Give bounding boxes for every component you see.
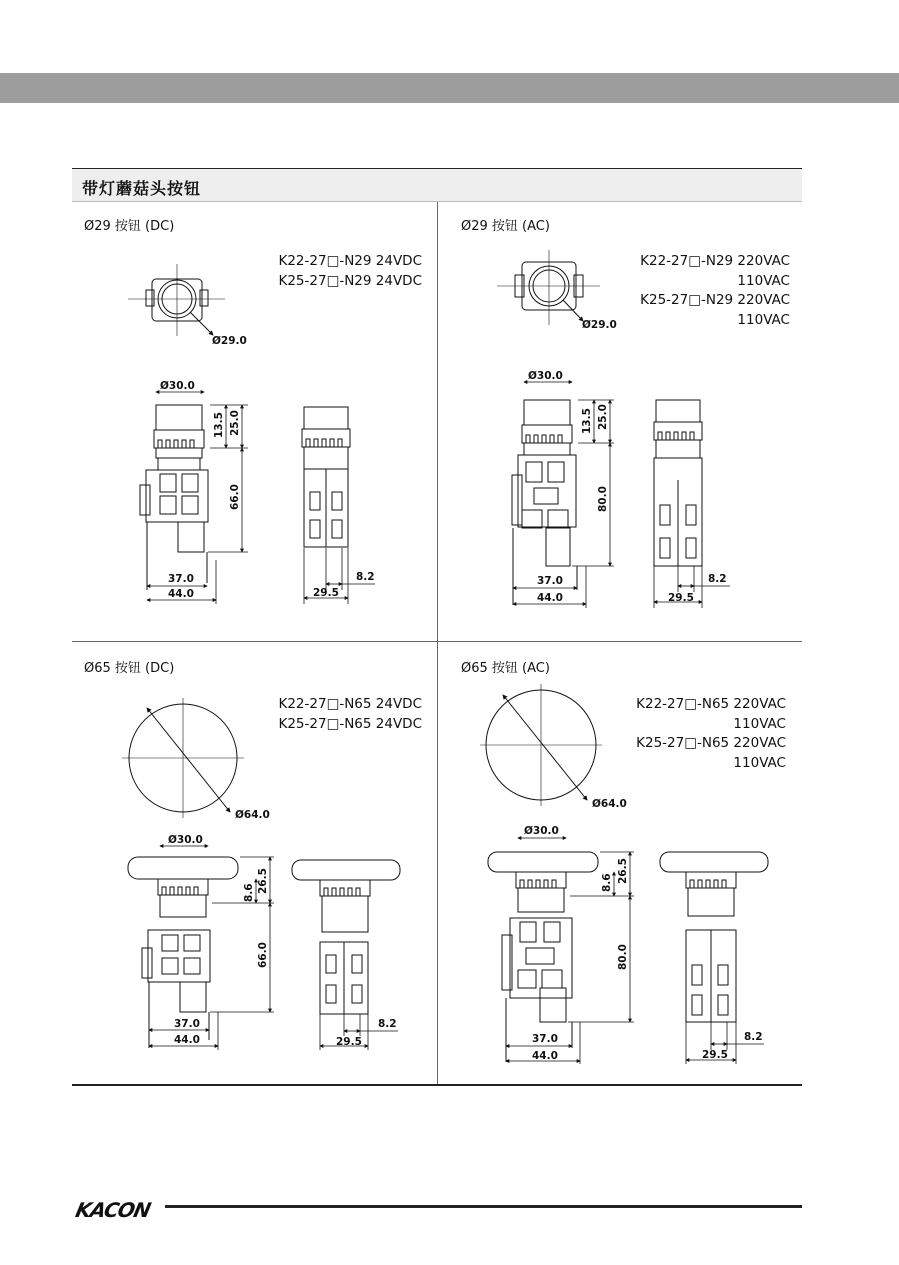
- dim-s1-n29-dc: 29.5: [313, 587, 339, 599]
- dim-w1-n65-dc: 37.0: [174, 1018, 200, 1030]
- drawing-n29-dc-profile: [302, 407, 350, 547]
- model-list-n29-dc: K22-27□-N29 24VDC K25-27□-N29 24VDC: [278, 253, 422, 289]
- drawing-n29-dc-side: [140, 405, 208, 590]
- kacon-logo: KACON: [73, 1198, 153, 1222]
- dim-s1-n65-dc: 29.5: [336, 1036, 362, 1048]
- section-title: 带灯蘑菇头按钮: [82, 179, 202, 198]
- dim-d1-n65-dc: 8.6: [243, 883, 255, 902]
- panel-title-n65-ac: Ø65 按钮 (AC): [461, 661, 550, 676]
- dim-front-n29-ac: Ø29.0: [582, 319, 617, 331]
- dim-d3-n29-dc: 66.0: [229, 484, 241, 510]
- dim-front-n29-dc: Ø29.0: [212, 335, 247, 347]
- dim-w2-n65-dc: 44.0: [174, 1034, 200, 1046]
- panel-title-n29-ac: Ø29 按钮 (AC): [461, 219, 550, 234]
- dim-front-n65-dc: Ø64.0: [235, 809, 270, 821]
- dim-d2-n29-dc: 25.0: [229, 410, 241, 436]
- dim-front-n65-ac: Ø64.0: [592, 798, 627, 810]
- dim-d3-n29-ac: 80.0: [597, 486, 609, 512]
- model-list-n65-ac: K22-27□-N65 220VAC 110VAC K25-27□-N65 220VAC 110VAC: [636, 696, 786, 771]
- dim-head-n29-dc: Ø30.0: [160, 380, 195, 392]
- dim-d2-n65-dc: 26.5: [257, 868, 269, 894]
- drawing-n65-ac-side: [488, 852, 598, 1062]
- dim-d1-n29-ac: 13.5: [581, 408, 593, 434]
- dim-w2-n65-ac: 44.0: [532, 1050, 558, 1062]
- dim-s2-n29-ac: 8.2: [708, 573, 727, 585]
- dim-s2-n65-ac: 8.2: [744, 1031, 763, 1043]
- dim-w1-n65-ac: 37.0: [532, 1033, 558, 1045]
- model-list-n29-ac: K22-27□-N29 220VAC 110VAC K25-27□-N29 220VAC 110VAC: [640, 253, 790, 328]
- dim-s1-n29-ac: 29.5: [668, 592, 694, 604]
- drawing-n65-ac-profile: [660, 852, 768, 1022]
- dim-s2-n65-dc: 8.2: [378, 1018, 397, 1030]
- dim-w1-n29-ac: 37.0: [537, 575, 563, 587]
- dim-w1-n29-dc: 37.0: [168, 573, 194, 585]
- dim-d3-n65-ac: 80.0: [617, 944, 629, 970]
- drawing-n29-dc-front: [128, 264, 225, 336]
- drawing-n29-ac-profile: [654, 400, 702, 566]
- drawing-n29-ac-front: [497, 250, 600, 325]
- panel-title-n65-dc: Ø65 按钮 (DC): [84, 661, 175, 676]
- drawing-n65-dc-front: [122, 698, 244, 818]
- dim-s1-n65-ac: 29.5: [702, 1049, 728, 1061]
- dim-d3-n65-dc: 66.0: [257, 942, 269, 968]
- dim-w2-n29-dc: 44.0: [168, 588, 194, 600]
- dim-w2-n29-ac: 44.0: [537, 592, 563, 604]
- dim-head-n65-ac: Ø30.0: [524, 825, 559, 837]
- dim-s2-n29-dc: 8.2: [356, 571, 375, 583]
- drawing-n65-ac-front: [480, 684, 602, 806]
- dim-d2-n29-ac: 25.0: [597, 404, 609, 430]
- dim-head-n65-dc: Ø30.0: [168, 834, 203, 846]
- footer-rule: [165, 1205, 802, 1208]
- dim-d1-n65-ac: 8.6: [601, 873, 613, 892]
- drawing-n65-dc-profile: [292, 860, 400, 1014]
- dim-d1-n29-dc: 13.5: [213, 412, 225, 438]
- dim-d2-n65-ac: 26.5: [617, 858, 629, 884]
- dimlines-n65-dc: [149, 846, 274, 1050]
- panel-title-n29-dc: Ø29 按钮 (DC): [84, 219, 175, 234]
- dim-head-n29-ac: Ø30.0: [528, 370, 563, 382]
- model-list-n65-dc: K22-27□-N65 24VDC K25-27□-N65 24VDC: [278, 696, 422, 732]
